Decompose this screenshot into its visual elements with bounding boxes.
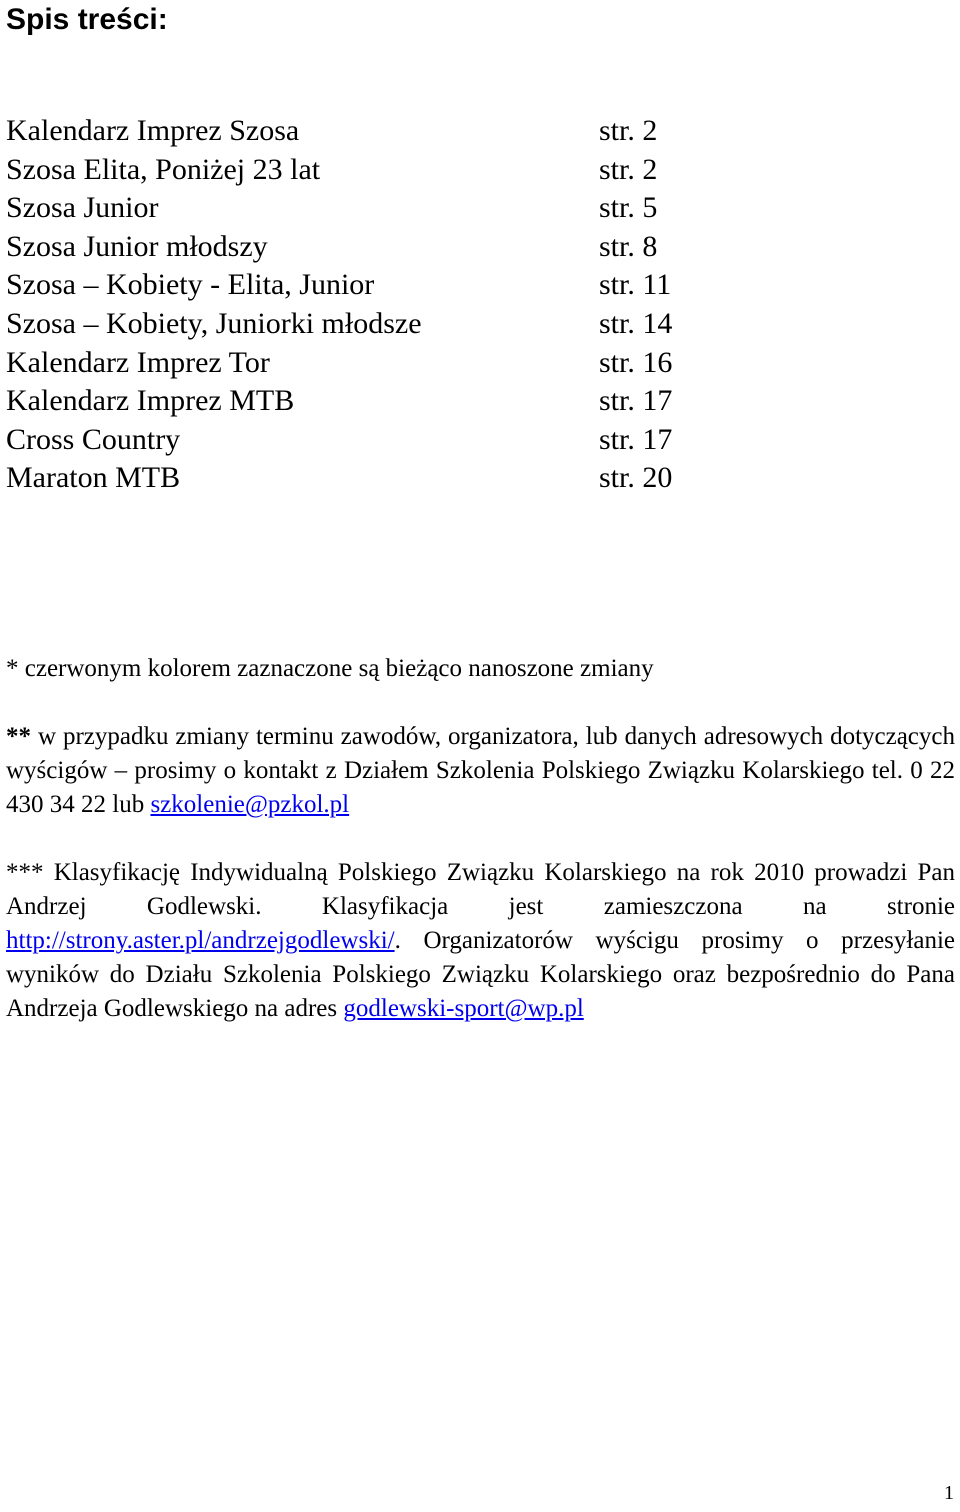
toc-entry	[6, 459, 706, 498]
page-title: Spis treści:	[6, 3, 168, 36]
toc-entry	[6, 344, 706, 383]
toc-entry-title: Szosa – Kobiety - Elita, Junior	[6, 268, 375, 302]
toc-entry-title: Szosa Junior	[6, 191, 159, 225]
toc-entry	[6, 112, 706, 151]
toc-entry-title: Maraton MTB	[6, 461, 181, 495]
note-contact-training-dept	[6, 720, 955, 822]
training-email-link[interactable]: szkolenie@pzkol.pl	[150, 791, 350, 818]
toc-entry-page: str. 2	[599, 114, 658, 147]
toc-entry-page: str. 11	[599, 268, 672, 302]
toc-entry-page: str. 8	[599, 229, 658, 263]
toc-entry	[6, 228, 706, 267]
toc-entry-title: Cross Country	[6, 422, 181, 456]
toc-entry-page: str. 16	[599, 345, 673, 379]
note-double-asterisk: **	[6, 723, 31, 750]
toc-entry-title: Kalendarz Imprez Tor	[6, 345, 270, 379]
toc-entry-page: str. 17	[599, 384, 673, 418]
toc-entry-page: str. 2	[599, 152, 658, 186]
toc-entry-title: Kalendarz Imprez Szosa	[6, 114, 300, 147]
toc-entry	[6, 266, 706, 305]
table-of-contents	[6, 112, 706, 498]
page-number: 1	[944, 1482, 954, 1504]
note-results-text: . Organizatorów wyścigu prosimy o przesyłanie wyników do Działu Szkolenia Polskiego Związku Kolarskiego oraz bezpośrednio do Pana Andrzeja Godlewskiego na adres	[6, 927, 955, 1022]
toc-entry	[6, 421, 706, 460]
toc-entry-title: Szosa Junior młodszy	[6, 229, 268, 263]
toc-entry-title: Szosa Elita, Poniżej 23 lat	[6, 152, 321, 186]
toc-entry	[6, 189, 706, 228]
toc-entry-page: str. 20	[599, 461, 673, 495]
toc-entry-title: Szosa – Kobiety, Juniorki młodsze	[6, 306, 422, 340]
toc-entry	[6, 151, 706, 190]
toc-entry-page: str. 17	[599, 422, 673, 456]
toc-entry-title: Kalendarz Imprez MTB	[6, 384, 295, 418]
note-classification-text: *** Klasyfikację Indywidualną Polskiego Związku Kolarskiego na rok 2010 prowadzi Pan Andrzej Godlewski. Klasyfikacja jest zamieszczona na stronie	[6, 859, 955, 920]
note-contact-text: w przypadku zmiany terminu zawodów, organizatora, lub danych adresowych dotyczących wyścigów – prosimy o kontakt z Działem Szkolenia Polskiego Związku Kolarskiego tel. 0 22 430 34 22 lub	[6, 723, 955, 818]
note-individual-classification	[6, 856, 955, 1026]
toc-entry-page: str. 14	[599, 306, 673, 340]
godlewski-email-link[interactable]: godlewski-sport@wp.pl	[343, 995, 584, 1022]
note-changes-marked-red: * czerwonym kolorem zaznaczone są bieżąco nanoszone zmiany	[6, 655, 654, 682]
toc-entry	[6, 382, 706, 421]
classification-website-link[interactable]: http://strony.aster.pl/andrzejgodlewski/	[6, 927, 395, 954]
toc-entry-page: str. 5	[599, 191, 658, 225]
toc-entry	[6, 305, 706, 344]
